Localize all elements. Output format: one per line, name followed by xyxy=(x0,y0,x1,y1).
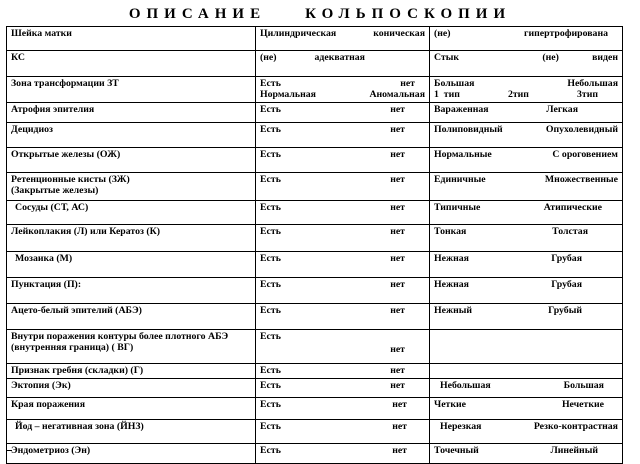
row-label xyxy=(7,252,256,278)
option-text: 2тип xyxy=(507,89,529,100)
option-text: нет xyxy=(390,149,405,160)
row-label-text: Сосуды (СТ, АС) xyxy=(15,202,89,213)
option-text: Легкая xyxy=(546,104,578,115)
option-text: Точечный xyxy=(434,445,479,456)
option-text: Множественные xyxy=(544,174,618,185)
row-options xyxy=(256,173,430,201)
option-text: Есть xyxy=(260,253,281,264)
option-text: нет xyxy=(392,421,407,432)
option-text: Большая xyxy=(563,380,604,391)
table-row xyxy=(7,201,623,225)
row-options xyxy=(256,278,430,304)
option-text: нет xyxy=(390,365,405,376)
table-row xyxy=(7,444,623,464)
row-details xyxy=(430,379,623,398)
table-row xyxy=(7,304,623,330)
row-options xyxy=(256,420,430,444)
row-options xyxy=(256,148,430,173)
option-text: нет xyxy=(390,226,405,237)
option-text: адекватная xyxy=(314,52,365,63)
option-text: Есть xyxy=(260,421,281,432)
row-options xyxy=(256,77,430,103)
row-options xyxy=(256,398,430,420)
row-label-line: (Закрытые железы) xyxy=(11,185,99,196)
row-details xyxy=(430,444,623,464)
row-details xyxy=(430,398,623,420)
option-text: Есть xyxy=(260,226,281,237)
row-details xyxy=(430,364,623,379)
row-details xyxy=(430,330,623,364)
option-text: нет xyxy=(390,253,405,264)
table-row xyxy=(7,123,623,148)
option-text: нет xyxy=(400,78,415,89)
row-options xyxy=(256,201,430,225)
option-text: Есть xyxy=(260,399,281,410)
option-text: Есть xyxy=(260,202,281,213)
option-text: Грубый xyxy=(548,305,582,316)
row-options xyxy=(256,304,430,330)
row-options xyxy=(256,123,430,148)
option-text: Небольшая xyxy=(567,78,618,89)
option-text: Нежная xyxy=(434,253,469,264)
row-label: Децидиоз xyxy=(7,123,256,148)
row-label xyxy=(7,201,256,225)
row-details xyxy=(430,77,623,103)
option-text: Опухолевидный xyxy=(545,124,618,135)
row-label: Открытые железы (ОЖ) xyxy=(7,148,256,173)
row-label-text: Мозаика (М) xyxy=(15,253,73,264)
option-text: Цилиндрическая xyxy=(260,28,337,39)
table-row xyxy=(7,330,623,364)
row-label: Лейкоплакия (Л) или Кератоз (К) xyxy=(7,225,256,252)
row-options xyxy=(256,379,430,398)
option-text: Атипические xyxy=(543,202,602,213)
option-text: нет xyxy=(390,279,405,290)
option-text: Нежный xyxy=(434,305,473,316)
option-text: нет xyxy=(390,344,405,355)
table-row xyxy=(7,77,623,103)
table-row xyxy=(7,420,623,444)
table-row xyxy=(7,252,623,278)
row-label-text: Йод – негативная зона (ЙНЗ) xyxy=(15,421,144,432)
row-details xyxy=(430,173,623,201)
option-text: Тонкая xyxy=(434,226,467,237)
table-row xyxy=(7,51,623,77)
option-text: Типичные xyxy=(434,202,481,213)
option-text: (не) xyxy=(542,52,559,63)
option-text: 1 тип xyxy=(434,89,460,100)
option-text: Единичные xyxy=(434,174,486,185)
row-details xyxy=(430,225,623,252)
option-text: нет xyxy=(390,124,405,135)
option-text: Есть xyxy=(260,365,281,376)
option-text: Нечеткие xyxy=(561,399,604,410)
option-text: нет xyxy=(392,399,407,410)
table-row xyxy=(7,278,623,304)
option-text: Есть xyxy=(260,380,281,391)
row-label: Признак гребня (складки) (Г) xyxy=(7,364,256,379)
option-text: Грубая xyxy=(551,253,582,264)
row-options xyxy=(256,330,430,364)
option-text: Есть xyxy=(260,305,281,316)
row-options xyxy=(256,252,430,278)
row-details xyxy=(430,123,623,148)
option-text: коническая xyxy=(373,28,425,39)
option-text: Полиповидный xyxy=(434,124,503,135)
option-text: Нормальные xyxy=(434,149,492,160)
row-details xyxy=(430,51,623,77)
row-options xyxy=(256,103,430,123)
option-text: С ороговением xyxy=(552,149,618,160)
table-row xyxy=(7,173,623,201)
table-row xyxy=(7,148,623,173)
option-text: Грубая xyxy=(551,279,582,290)
page-title: ОПИСАНИЕ КОЛЬПОСКОПИИ xyxy=(128,6,512,22)
table-row xyxy=(7,225,623,252)
option-text: Есть xyxy=(260,279,281,290)
row-label: Эндометриоз (Эн) xyxy=(7,444,256,464)
row-label xyxy=(7,420,256,444)
option-text: 3тип xyxy=(576,89,598,100)
row-label: Атрофия эпителия xyxy=(7,103,256,123)
row-details xyxy=(430,278,623,304)
row-label: Шейка матки xyxy=(7,27,256,51)
row-details xyxy=(430,420,623,444)
row-details xyxy=(430,27,623,51)
row-options xyxy=(256,51,430,77)
option-text: (не) xyxy=(434,28,451,39)
colposcopy-table xyxy=(6,26,623,464)
table-row xyxy=(7,27,623,51)
option-text: гипертрофирована xyxy=(524,28,608,39)
option-text: нет xyxy=(390,305,405,316)
row-label: Ацето-белый эпителий (АБЭ) xyxy=(7,304,256,330)
row-details xyxy=(430,304,623,330)
option-text: Есть xyxy=(260,124,281,135)
table-row xyxy=(7,364,623,379)
table-row xyxy=(7,398,623,420)
option-text: Есть xyxy=(260,149,281,160)
option-text: Аномальная xyxy=(369,89,425,100)
option-text: Есть xyxy=(260,331,281,342)
row-details xyxy=(430,103,623,123)
row-details xyxy=(430,148,623,173)
option-text: Есть xyxy=(260,445,281,456)
row-label: КС xyxy=(7,51,256,77)
option-text: Вараженная xyxy=(434,104,489,115)
option-text: Есть xyxy=(260,78,281,89)
option-text: (не) xyxy=(260,52,277,63)
row-options xyxy=(256,225,430,252)
row-label: Зона трансформации ЗТ xyxy=(7,77,256,103)
row-options xyxy=(256,444,430,464)
row-options xyxy=(256,27,430,51)
row-details xyxy=(430,252,623,278)
option-text: Нежная xyxy=(434,279,469,290)
option-text: Небольшая xyxy=(440,380,491,391)
row-details xyxy=(430,201,623,225)
option-text: нет xyxy=(390,202,405,213)
option-text: Нормальная xyxy=(260,89,316,100)
row-label-line: Ретенционные кисты (ЗЖ) xyxy=(11,174,130,185)
footnote-mark xyxy=(6,450,12,452)
row-label: Внутри поражения контуры более плотного АБЭ (внутренняя граница) ( ВГ) xyxy=(7,330,256,364)
option-text: Нерезкая xyxy=(440,421,482,432)
table-row xyxy=(7,103,623,123)
option-text: Есть xyxy=(260,104,281,115)
option-text: Четкие xyxy=(434,399,466,410)
row-label: Пунктация (П): xyxy=(7,278,256,304)
option-text: Толстая xyxy=(552,226,588,237)
row-label: Эктопия (Эк) xyxy=(7,379,256,398)
row-options xyxy=(256,364,430,379)
option-text: нет xyxy=(390,380,405,391)
option-text: Большая xyxy=(434,78,475,89)
option-text: нет xyxy=(392,445,407,456)
option-text: Есть xyxy=(260,174,281,185)
option-text: нет xyxy=(390,104,405,115)
option-text: Стык xyxy=(434,52,460,63)
option-text: Линейный xyxy=(550,445,598,456)
row-label: Края поражения xyxy=(7,398,256,420)
option-text: виден xyxy=(592,52,618,63)
table-row xyxy=(7,379,623,398)
option-text: Резко-контрастная xyxy=(533,421,618,432)
option-text: нет xyxy=(390,174,405,185)
row-label xyxy=(7,173,256,201)
